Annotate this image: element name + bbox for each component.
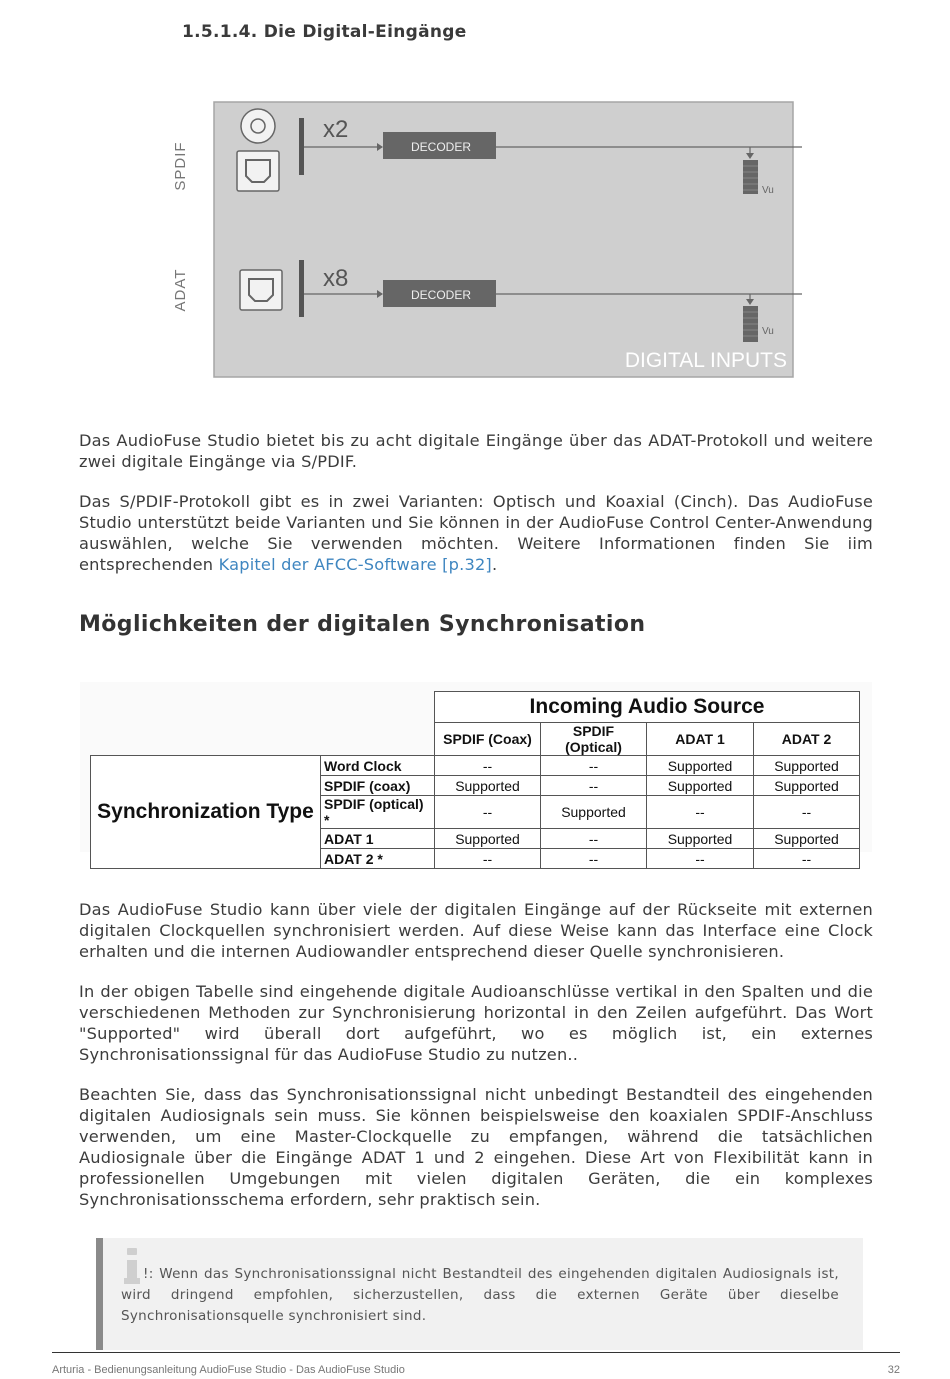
table-cell: Supported (754, 776, 860, 796)
table-cell: Supported (754, 756, 860, 776)
table-cell: Supported (754, 829, 860, 849)
row-label: ADAT 1 (321, 829, 435, 849)
footer-divider (52, 1352, 900, 1353)
paragraph-flexibility: Beachten Sie, dass das Synchronisationssignal nicht unbedingt Bestandteil des eingehenden digitalen Audiosignals sein muss. Sie können beispielsweise den koaxialen SPDIF-Anschluss verwenden, um eine Master-Clockquelle zu empfangen, während die tatsächlichen Audiosignale über die Eingänge ADAT 1 und 2 eingehen. Diese Art von Flexibilität kann in professionellen Umgebungen mit vielen digitalen Geräten, die ein komplexes Synchronisationsschema erfordern, sehr praktisch sein. (79, 1085, 873, 1209)
table-cell: Supported (541, 796, 647, 829)
section-heading: 1.5.1.4. Die Digital-Eingänge (182, 22, 467, 42)
diagram-title: DIGITAL INPUTS (624, 349, 787, 372)
coax-connector-icon (241, 109, 275, 143)
spdif-side-label: SPDIF (172, 141, 189, 191)
digital-inputs-diagram (165, 98, 805, 383)
paragraph-spdif-text: Das S/PDIF-Protokoll gibt es in zwei Varianten: Optisch und Koaxial (Cinch). Das AudioFuse Studio unterstützt beide Varianten und Sie können in der AudioFuse Control Center-Anwendung auswählen, welche Sie verwenden möchten. Weitere Informationen finden Sie iim entsprechenden (79, 492, 873, 574)
table-cell: Supported (647, 776, 754, 796)
col-header: ADAT 1 (647, 723, 754, 756)
sync-table-area (80, 682, 872, 867)
col-header: SPDIF (Coax) (435, 723, 541, 756)
paragraph-table-explanation: In der obigen Tabelle sind eingehende digitale Audioanschlüsse vertikal in den Spalten und die verschiedenen Methoden zur Synchronisierung horizontal in den Zeilen aufgeführt. Das Wort "Supported" wird überall dort aufgeführt, wo es möglich ist, ein externes Synchronisationssignal für das AudioFuse Studio zu nutzen.. (79, 982, 873, 1064)
table-cell: -- (435, 796, 541, 829)
adat-count: x8 (323, 265, 349, 292)
table-cell: -- (541, 756, 647, 776)
optical-connector-icon-adat (240, 270, 282, 310)
paragraph-intro: Das AudioFuse Studio bietet bis zu acht digitale Eingänge über das ADAT-Protokoll und weitere zwei digitale Eingänge via S/PDIF. (79, 431, 873, 471)
row-label: SPDIF (optical) * (321, 796, 435, 829)
vu-meter-2 (743, 306, 758, 342)
table-cell: Supported (435, 829, 541, 849)
row-label: SPDIF (coax) (321, 776, 435, 796)
table-cell: -- (754, 849, 860, 869)
col-header: SPDIF (Optical) (541, 723, 647, 756)
optical-connector-icon-spdif (237, 151, 279, 191)
decoder-label-1: DECODER (411, 140, 472, 154)
table-cell: -- (647, 796, 754, 829)
footer-title: Arturia - Bedienungsanleitung AudioFuse Studio - Das AudioFuse Studio (52, 1364, 405, 1376)
decoder-label-2: DECODER (411, 288, 472, 302)
table-cell: -- (435, 756, 541, 776)
table-cell: -- (647, 849, 754, 869)
table-cell: -- (541, 849, 647, 869)
paragraph-spdif (79, 491, 873, 575)
afcc-chapter-link[interactable]: Kapitel der AFCC-Software [p.32] (218, 555, 492, 574)
paragraph-spdif-end: . (491, 555, 498, 574)
vu-label-1: Vu (762, 185, 774, 196)
col-header: ADAT 2 (754, 723, 860, 756)
row-label: ADAT 2 * (321, 849, 435, 869)
adat-side-label: ADAT (172, 268, 189, 312)
table-cell: Supported (435, 776, 541, 796)
page-number: 32 (887, 1364, 900, 1376)
spdif-count: x2 (323, 116, 349, 143)
note-text (121, 1264, 839, 1327)
incoming-audio-source-header: Incoming Audio Source (435, 692, 860, 723)
table-cell: Supported (647, 829, 754, 849)
spdif-bus-bar (299, 118, 304, 175)
table-cell: Supported (647, 756, 754, 776)
table-cell: -- (435, 849, 541, 869)
vu-label-2: Vu (762, 326, 774, 337)
sync-heading: Möglichkeiten der digitalen Synchronisation (79, 612, 646, 637)
sync-table (90, 691, 860, 869)
note-text-body: !: Wenn das Synchronisationssignal nicht Bestandteil des eingehenden digitalen Audiosignals ist, wird dringend empfohlen, sicherzustellen, dass die externen Geräte über dieselbe Synchronisationsquelle synchronisiert sind. (121, 1266, 839, 1324)
table-cell: -- (541, 829, 647, 849)
vu-meter-1 (743, 160, 758, 194)
row-label: Word Clock (321, 756, 435, 776)
adat-bus-bar (299, 260, 304, 317)
synchronization-type-header: Synchronization Type (91, 756, 321, 869)
note-box (96, 1238, 863, 1350)
table-cell: -- (754, 796, 860, 829)
table-cell: -- (541, 776, 647, 796)
paragraph-clock: Das AudioFuse Studio kann über viele der digitalen Eingänge auf der Rückseite mit externen digitalen Clockquellen synchronisiert werden. Auf diese Weise kann das Interface eine Clock erhalten und die internen Audiowandler entsprechend dieser Quelle synchronisieren. (79, 900, 873, 961)
